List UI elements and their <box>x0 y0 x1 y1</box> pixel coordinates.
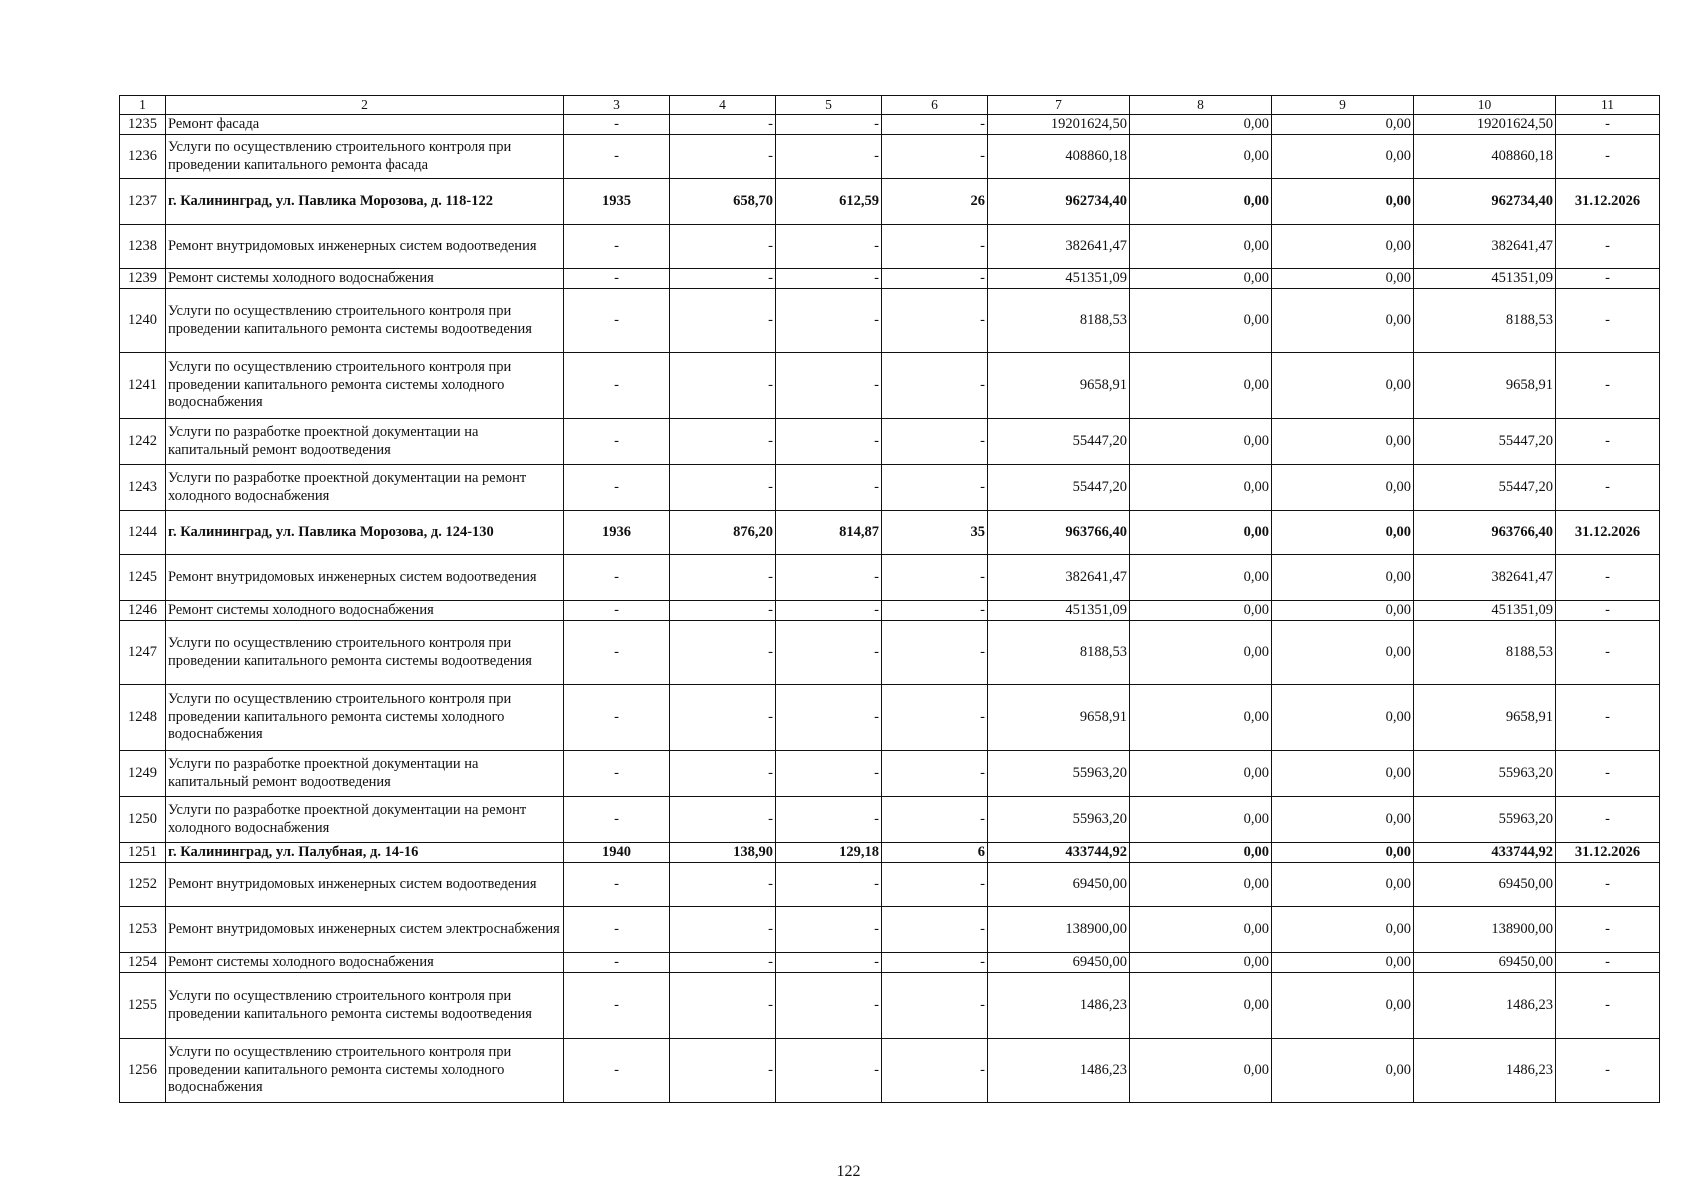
work-name-cell: Услуги по осуществлению строительного контроля при проведении капитального ремонта системы водоотведения <box>166 973 564 1039</box>
cost-3-cell: 0,00 <box>1272 863 1414 907</box>
cost-final-cell: 55447,20 <box>1414 465 1556 511</box>
year-cell: 1936 <box>564 511 670 555</box>
area-living-cell: - <box>776 225 882 269</box>
cost-final-cell: 55963,20 <box>1414 797 1556 843</box>
year-cell: - <box>564 751 670 797</box>
cost-final-cell: 433744,92 <box>1414 843 1556 863</box>
row-number-cell: 1243 <box>120 465 166 511</box>
area-living-cell: - <box>776 269 882 289</box>
cost-2-cell: 0,00 <box>1130 419 1272 465</box>
deadline-cell: - <box>1556 863 1660 907</box>
work-name-cell: Ремонт внутридомовых инженерных систем водоотведения <box>166 225 564 269</box>
area-living-cell: 129,18 <box>776 843 882 863</box>
work-name-cell: Услуги по осуществлению строительного контроля при проведении капитального ремонта системы холодного водоснабжения <box>166 1039 564 1103</box>
header-row <box>120 96 1660 115</box>
residents-cell: - <box>882 1039 988 1103</box>
deadline-cell: - <box>1556 621 1660 685</box>
table-row <box>120 863 1660 907</box>
area-total-cell: - <box>670 353 776 419</box>
row-number-cell: 1253 <box>120 907 166 953</box>
cost-2-cell: 0,00 <box>1130 555 1272 601</box>
cost-2-cell: 0,00 <box>1130 751 1272 797</box>
cost-final-cell: 69450,00 <box>1414 953 1556 973</box>
row-number-cell: 1250 <box>120 797 166 843</box>
deadline-cell: - <box>1556 953 1660 973</box>
table-row <box>120 973 1660 1039</box>
cost-2-cell: 0,00 <box>1130 115 1272 135</box>
cost-2-cell: 0,00 <box>1130 511 1272 555</box>
column-header-11: 11 <box>1556 96 1660 115</box>
year-cell: - <box>564 115 670 135</box>
work-name-cell: Ремонт внутридомовых инженерных систем водоотведения <box>166 555 564 601</box>
deadline-cell: - <box>1556 289 1660 353</box>
table-row <box>120 843 1660 863</box>
area-living-cell: - <box>776 907 882 953</box>
total-cost-cell: 19201624,50 <box>988 115 1130 135</box>
area-living-cell: 814,87 <box>776 511 882 555</box>
table-row <box>120 135 1660 179</box>
area-living-cell: - <box>776 797 882 843</box>
cost-final-cell: 8188,53 <box>1414 289 1556 353</box>
area-total-cell: 138,90 <box>670 843 776 863</box>
area-living-cell: - <box>776 289 882 353</box>
residents-cell: - <box>882 907 988 953</box>
deadline-cell: - <box>1556 1039 1660 1103</box>
table-row <box>120 751 1660 797</box>
residents-cell: 6 <box>882 843 988 863</box>
cost-3-cell: 0,00 <box>1272 751 1414 797</box>
column-header-6: 6 <box>882 96 988 115</box>
residents-cell: - <box>882 465 988 511</box>
total-cost-cell: 382641,47 <box>988 225 1130 269</box>
total-cost-cell: 8188,53 <box>988 289 1130 353</box>
row-number-cell: 1249 <box>120 751 166 797</box>
area-living-cell: - <box>776 953 882 973</box>
row-number-cell: 1238 <box>120 225 166 269</box>
cost-2-cell: 0,00 <box>1130 225 1272 269</box>
residents-cell: - <box>882 797 988 843</box>
year-cell: - <box>564 555 670 601</box>
total-cost-cell: 138900,00 <box>988 907 1130 953</box>
cost-3-cell: 0,00 <box>1272 843 1414 863</box>
table-row <box>120 225 1660 269</box>
area-living-cell: - <box>776 685 882 751</box>
table-row <box>120 1039 1660 1103</box>
cost-3-cell: 0,00 <box>1272 115 1414 135</box>
cost-final-cell: 382641,47 <box>1414 225 1556 269</box>
year-cell: - <box>564 225 670 269</box>
area-living-cell: - <box>776 621 882 685</box>
column-header-8: 8 <box>1130 96 1272 115</box>
area-total-cell: - <box>670 621 776 685</box>
work-name-cell: Услуги по разработке проектной документации на капитальный ремонт водоотведения <box>166 419 564 465</box>
year-cell: - <box>564 419 670 465</box>
area-total-cell: - <box>670 1039 776 1103</box>
work-name-cell: Ремонт системы холодного водоснабжения <box>166 953 564 973</box>
work-name-cell: Ремонт внутридомовых инженерных систем водоотведения <box>166 863 564 907</box>
cost-final-cell: 963766,40 <box>1414 511 1556 555</box>
area-total-cell: - <box>670 135 776 179</box>
cost-2-cell: 0,00 <box>1130 465 1272 511</box>
column-header-4: 4 <box>670 96 776 115</box>
cost-final-cell: 408860,18 <box>1414 135 1556 179</box>
total-cost-cell: 962734,40 <box>988 179 1130 225</box>
work-name-cell: Услуги по осуществлению строительного контроля при проведении капитального ремонта системы водоотведения <box>166 289 564 353</box>
cost-2-cell: 0,00 <box>1130 1039 1272 1103</box>
deadline-cell: - <box>1556 973 1660 1039</box>
year-cell: 1935 <box>564 179 670 225</box>
row-number-cell: 1245 <box>120 555 166 601</box>
table-row <box>120 353 1660 419</box>
cost-3-cell: 0,00 <box>1272 953 1414 973</box>
page-number: 122 <box>836 1163 861 1180</box>
cost-final-cell: 382641,47 <box>1414 555 1556 601</box>
cost-2-cell: 0,00 <box>1130 907 1272 953</box>
area-total-cell: - <box>670 863 776 907</box>
residents-cell: - <box>882 269 988 289</box>
cost-final-cell: 19201624,50 <box>1414 115 1556 135</box>
row-number-cell: 1246 <box>120 601 166 621</box>
row-number-cell: 1248 <box>120 685 166 751</box>
deadline-cell: - <box>1556 797 1660 843</box>
cost-final-cell: 1486,23 <box>1414 1039 1556 1103</box>
work-name-cell: г. Калининград, ул. Павлика Морозова, д. 124-130 <box>166 511 564 555</box>
row-number-cell: 1237 <box>120 179 166 225</box>
work-name-cell: Ремонт внутридомовых инженерных систем электроснабжения <box>166 907 564 953</box>
cost-2-cell: 0,00 <box>1130 973 1272 1039</box>
area-total-cell: - <box>670 419 776 465</box>
deadline-cell: 31.12.2026 <box>1556 843 1660 863</box>
area-total-cell: 876,20 <box>670 511 776 555</box>
area-living-cell: - <box>776 751 882 797</box>
table-row <box>120 555 1660 601</box>
deadline-cell: - <box>1556 555 1660 601</box>
residents-cell: - <box>882 353 988 419</box>
cost-3-cell: 0,00 <box>1272 269 1414 289</box>
row-number-cell: 1236 <box>120 135 166 179</box>
deadline-cell: - <box>1556 685 1660 751</box>
total-cost-cell: 9658,91 <box>988 685 1130 751</box>
cost-3-cell: 0,00 <box>1272 135 1414 179</box>
row-number-cell: 1235 <box>120 115 166 135</box>
column-header-7: 7 <box>988 96 1130 115</box>
total-cost-cell: 408860,18 <box>988 135 1130 179</box>
cost-3-cell: 0,00 <box>1272 179 1414 225</box>
area-total-cell: - <box>670 289 776 353</box>
total-cost-cell: 55963,20 <box>988 797 1130 843</box>
row-number-cell: 1252 <box>120 863 166 907</box>
cost-2-cell: 0,00 <box>1130 843 1272 863</box>
area-total-cell: - <box>670 115 776 135</box>
area-total-cell: 658,70 <box>670 179 776 225</box>
area-living-cell: - <box>776 465 882 511</box>
area-living-cell: - <box>776 1039 882 1103</box>
row-number-cell: 1242 <box>120 419 166 465</box>
residents-cell: 26 <box>882 179 988 225</box>
row-number-cell: 1254 <box>120 953 166 973</box>
cost-3-cell: 0,00 <box>1272 797 1414 843</box>
total-cost-cell: 963766,40 <box>988 511 1130 555</box>
year-cell: - <box>564 289 670 353</box>
column-header-1: 1 <box>120 96 166 115</box>
year-cell: - <box>564 465 670 511</box>
year-cell: - <box>564 907 670 953</box>
total-cost-cell: 55447,20 <box>988 465 1130 511</box>
area-living-cell: - <box>776 135 882 179</box>
cost-2-cell: 0,00 <box>1130 685 1272 751</box>
deadline-cell: - <box>1556 135 1660 179</box>
table-row <box>120 797 1660 843</box>
deadline-cell: 31.12.2026 <box>1556 511 1660 555</box>
area-total-cell: - <box>670 601 776 621</box>
year-cell: - <box>564 1039 670 1103</box>
column-header-2: 2 <box>166 96 564 115</box>
total-cost-cell: 382641,47 <box>988 555 1130 601</box>
area-living-cell: - <box>776 115 882 135</box>
table-row <box>120 953 1660 973</box>
residents-cell: - <box>882 115 988 135</box>
table-row <box>120 601 1660 621</box>
residents-cell: - <box>882 555 988 601</box>
cost-2-cell: 0,00 <box>1130 953 1272 973</box>
cost-3-cell: 0,00 <box>1272 621 1414 685</box>
area-total-cell: - <box>670 973 776 1039</box>
cost-3-cell: 0,00 <box>1272 511 1414 555</box>
work-name-cell: Услуги по разработке проектной документации на ремонт холодного водоснабжения <box>166 465 564 511</box>
residents-cell: - <box>882 973 988 1039</box>
cost-3-cell: 0,00 <box>1272 555 1414 601</box>
cost-final-cell: 55447,20 <box>1414 419 1556 465</box>
row-number-cell: 1251 <box>120 843 166 863</box>
cost-2-cell: 0,00 <box>1130 179 1272 225</box>
deadline-cell: - <box>1556 601 1660 621</box>
year-cell: - <box>564 685 670 751</box>
cost-2-cell: 0,00 <box>1130 289 1272 353</box>
cost-2-cell: 0,00 <box>1130 863 1272 907</box>
area-total-cell: - <box>670 225 776 269</box>
residents-cell: - <box>882 601 988 621</box>
cost-2-cell: 0,00 <box>1130 621 1272 685</box>
year-cell: - <box>564 353 670 419</box>
cost-3-cell: 0,00 <box>1272 419 1414 465</box>
residents-cell: - <box>882 135 988 179</box>
deadline-cell: - <box>1556 353 1660 419</box>
deadline-cell: 31.12.2026 <box>1556 179 1660 225</box>
table-row <box>120 907 1660 953</box>
work-name-cell: Услуги по осуществлению строительного контроля при проведении капитального ремонта системы водоотведения <box>166 621 564 685</box>
cost-2-cell: 0,00 <box>1130 269 1272 289</box>
cost-final-cell: 138900,00 <box>1414 907 1556 953</box>
work-name-cell: Ремонт системы холодного водоснабжения <box>166 601 564 621</box>
area-total-cell: - <box>670 555 776 601</box>
table-row <box>120 289 1660 353</box>
table-row <box>120 465 1660 511</box>
cost-3-cell: 0,00 <box>1272 907 1414 953</box>
area-total-cell: - <box>670 269 776 289</box>
table-row <box>120 419 1660 465</box>
area-living-cell: 612,59 <box>776 179 882 225</box>
total-cost-cell: 69450,00 <box>988 863 1130 907</box>
row-number-cell: 1256 <box>120 1039 166 1103</box>
table-body <box>120 115 1660 1103</box>
row-number-cell: 1239 <box>120 269 166 289</box>
total-cost-cell: 69450,00 <box>988 953 1130 973</box>
cost-3-cell: 0,00 <box>1272 353 1414 419</box>
year-cell: - <box>564 953 670 973</box>
work-name-cell: Ремонт фасада <box>166 115 564 135</box>
residents-cell: - <box>882 289 988 353</box>
row-number-cell: 1240 <box>120 289 166 353</box>
row-number-cell: 1241 <box>120 353 166 419</box>
cost-3-cell: 0,00 <box>1272 685 1414 751</box>
table-row <box>120 269 1660 289</box>
cost-final-cell: 8188,53 <box>1414 621 1556 685</box>
deadline-cell: - <box>1556 225 1660 269</box>
total-cost-cell: 1486,23 <box>988 973 1130 1039</box>
total-cost-cell: 1486,23 <box>988 1039 1130 1103</box>
cost-2-cell: 0,00 <box>1130 353 1272 419</box>
work-name-cell: Услуги по осуществлению строительного контроля при проведении капитального ремонта системы холодного водоснабжения <box>166 685 564 751</box>
work-name-cell: Услуги по осуществлению строительного контроля при проведении капитального ремонта системы холодного водоснабжения <box>166 353 564 419</box>
residents-cell: - <box>882 751 988 797</box>
cost-2-cell: 0,00 <box>1130 601 1272 621</box>
area-living-cell: - <box>776 555 882 601</box>
cost-2-cell: 0,00 <box>1130 135 1272 179</box>
cost-final-cell: 55963,20 <box>1414 751 1556 797</box>
total-cost-cell: 433744,92 <box>988 843 1130 863</box>
residents-cell: 35 <box>882 511 988 555</box>
area-total-cell: - <box>670 797 776 843</box>
work-name-cell: г. Калининград, ул. Павлика Морозова, д. 118-122 <box>166 179 564 225</box>
cost-final-cell: 9658,91 <box>1414 685 1556 751</box>
cost-3-cell: 0,00 <box>1272 601 1414 621</box>
cost-final-cell: 9658,91 <box>1414 353 1556 419</box>
deadline-cell: - <box>1556 465 1660 511</box>
residents-cell: - <box>882 419 988 465</box>
area-living-cell: - <box>776 973 882 1039</box>
residents-cell: - <box>882 953 988 973</box>
total-cost-cell: 451351,09 <box>988 601 1130 621</box>
column-header-3: 3 <box>564 96 670 115</box>
deadline-cell: - <box>1556 907 1660 953</box>
table-row <box>120 115 1660 135</box>
column-header-10: 10 <box>1414 96 1556 115</box>
total-cost-cell: 8188,53 <box>988 621 1130 685</box>
area-total-cell: - <box>670 907 776 953</box>
cost-3-cell: 0,00 <box>1272 1039 1414 1103</box>
total-cost-cell: 55447,20 <box>988 419 1130 465</box>
residents-cell: - <box>882 225 988 269</box>
deadline-cell: - <box>1556 419 1660 465</box>
table-row <box>120 511 1660 555</box>
residents-cell: - <box>882 685 988 751</box>
area-total-cell: - <box>670 465 776 511</box>
cost-final-cell: 451351,09 <box>1414 269 1556 289</box>
year-cell: - <box>564 797 670 843</box>
cost-3-cell: 0,00 <box>1272 973 1414 1039</box>
residents-cell: - <box>882 863 988 907</box>
cost-final-cell: 451351,09 <box>1414 601 1556 621</box>
row-number-cell: 1255 <box>120 973 166 1039</box>
cost-final-cell: 962734,40 <box>1414 179 1556 225</box>
area-living-cell: - <box>776 419 882 465</box>
year-cell: - <box>564 135 670 179</box>
work-name-cell: Услуги по разработке проектной документации на ремонт холодного водоснабжения <box>166 797 564 843</box>
works-table <box>119 95 1660 1103</box>
year-cell: - <box>564 601 670 621</box>
year-cell: - <box>564 973 670 1039</box>
year-cell: 1940 <box>564 843 670 863</box>
deadline-cell: - <box>1556 115 1660 135</box>
area-total-cell: - <box>670 751 776 797</box>
cost-2-cell: 0,00 <box>1130 797 1272 843</box>
year-cell: - <box>564 269 670 289</box>
area-total-cell: - <box>670 685 776 751</box>
cost-3-cell: 0,00 <box>1272 225 1414 269</box>
work-name-cell: Услуги по осуществлению строительного контроля при проведении капитального ремонта фасада <box>166 135 564 179</box>
cost-final-cell: 69450,00 <box>1414 863 1556 907</box>
area-living-cell: - <box>776 863 882 907</box>
table-header <box>120 96 1660 115</box>
year-cell: - <box>564 621 670 685</box>
total-cost-cell: 55963,20 <box>988 751 1130 797</box>
work-name-cell: Ремонт системы холодного водоснабжения <box>166 269 564 289</box>
cost-final-cell: 1486,23 <box>1414 973 1556 1039</box>
year-cell: - <box>564 863 670 907</box>
cost-3-cell: 0,00 <box>1272 465 1414 511</box>
table-row <box>120 621 1660 685</box>
total-cost-cell: 451351,09 <box>988 269 1130 289</box>
area-living-cell: - <box>776 601 882 621</box>
table-row <box>120 179 1660 225</box>
table-row <box>120 685 1660 751</box>
column-header-5: 5 <box>776 96 882 115</box>
cost-3-cell: 0,00 <box>1272 289 1414 353</box>
row-number-cell: 1247 <box>120 621 166 685</box>
total-cost-cell: 9658,91 <box>988 353 1130 419</box>
work-name-cell: г. Калининград, ул. Палубная, д. 14-16 <box>166 843 564 863</box>
area-total-cell: - <box>670 953 776 973</box>
deadline-cell: - <box>1556 269 1660 289</box>
deadline-cell: - <box>1556 751 1660 797</box>
area-living-cell: - <box>776 353 882 419</box>
work-name-cell: Услуги по разработке проектной документации на капитальный ремонт водоотведения <box>166 751 564 797</box>
residents-cell: - <box>882 621 988 685</box>
column-header-9: 9 <box>1272 96 1414 115</box>
row-number-cell: 1244 <box>120 511 166 555</box>
